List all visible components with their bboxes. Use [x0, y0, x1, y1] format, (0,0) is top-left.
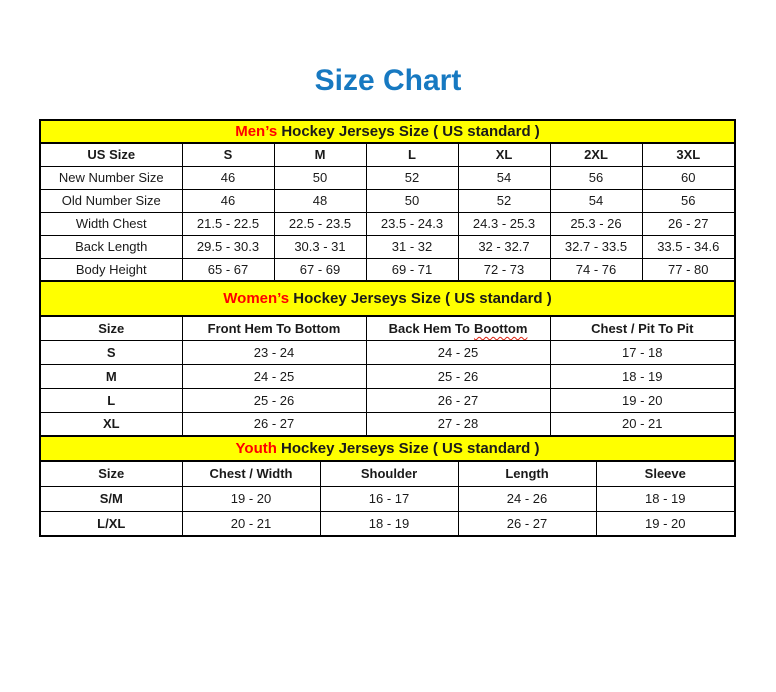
- header-cell: M: [274, 143, 366, 166]
- header-cell: Size: [40, 316, 182, 340]
- data-cell: 19 - 20: [550, 388, 735, 412]
- data-cell: 32 - 32.7: [458, 235, 550, 258]
- mens-section-heading: [40, 120, 735, 143]
- womens-section-band: [40, 281, 735, 316]
- data-cell: 56: [550, 166, 642, 189]
- data-cell: 24 - 25: [366, 340, 550, 364]
- data-cell: 60: [642, 166, 735, 189]
- table-row: [40, 212, 735, 235]
- header-cell: Length: [458, 461, 596, 486]
- youth-section-heading: [40, 436, 735, 461]
- row-label: XL: [40, 412, 182, 436]
- row-label: Body Height: [40, 258, 182, 281]
- data-cell: 48: [274, 189, 366, 212]
- mens-heading-highlight: Men’s: [235, 123, 278, 140]
- data-cell: 26 - 27: [642, 212, 735, 235]
- table-row: [40, 166, 735, 189]
- womens-heading-highlight: Women’s: [223, 290, 290, 307]
- youth-section-band: [40, 436, 735, 461]
- mens-section-band: [40, 120, 735, 143]
- data-cell: 52: [458, 189, 550, 212]
- data-cell: 19 - 20: [596, 511, 735, 536]
- data-cell: 77 - 80: [642, 258, 735, 281]
- womens-heading-rest: Hockey Jerseys Size ( US standard ): [289, 290, 552, 307]
- data-cell: 25 - 26: [366, 364, 550, 388]
- data-cell: 17 - 18: [550, 340, 735, 364]
- data-cell: 56: [642, 189, 735, 212]
- womens-header-row: [40, 316, 735, 340]
- header-cell: L: [366, 143, 458, 166]
- data-cell: 23 - 24: [182, 340, 366, 364]
- mens-header-row: [40, 143, 735, 166]
- womens-size-table: [39, 280, 736, 437]
- data-cell: 24.3 - 25.3: [458, 212, 550, 235]
- table-row: [40, 189, 735, 212]
- data-cell: 69 - 71: [366, 258, 458, 281]
- youth-heading-highlight: Youth: [235, 440, 277, 457]
- data-cell: 25.3 - 26: [550, 212, 642, 235]
- misspelled-word: Boottom: [473, 320, 528, 336]
- data-cell: 26 - 27: [458, 511, 596, 536]
- data-cell: 65 - 67: [182, 258, 274, 281]
- data-cell: 27 - 28: [366, 412, 550, 436]
- data-cell: 23.5 - 24.3: [366, 212, 458, 235]
- data-cell: 26 - 27: [366, 388, 550, 412]
- row-label: Old Number Size: [40, 189, 182, 212]
- data-cell: 52: [366, 166, 458, 189]
- data-cell: 30.3 - 31: [274, 235, 366, 258]
- data-cell: 46: [182, 189, 274, 212]
- data-cell: 67 - 69: [274, 258, 366, 281]
- table-row: [40, 340, 735, 364]
- header-cell: 3XL: [642, 143, 735, 166]
- header-cell: US Size: [40, 143, 182, 166]
- header-cell: S: [182, 143, 274, 166]
- table-row: [40, 388, 735, 412]
- header-cell: Size: [40, 461, 182, 486]
- data-cell: 18 - 19: [320, 511, 458, 536]
- row-label: S: [40, 340, 182, 364]
- back-hem-label: Back Hem To: [388, 320, 470, 336]
- table-row: [40, 412, 735, 436]
- data-cell: 50: [366, 189, 458, 212]
- data-cell: 50: [274, 166, 366, 189]
- header-cell: Chest / Width: [182, 461, 320, 486]
- table-row: [40, 364, 735, 388]
- data-cell: 19 - 20: [182, 486, 320, 511]
- row-label: M: [40, 364, 182, 388]
- data-cell: 33.5 - 34.6: [642, 235, 735, 258]
- data-cell: 54: [458, 166, 550, 189]
- data-cell: 54: [550, 189, 642, 212]
- size-chart: [39, 119, 734, 537]
- youth-header-row: [40, 461, 735, 486]
- data-cell: 32.7 - 33.5: [550, 235, 642, 258]
- data-cell: 18 - 19: [550, 364, 735, 388]
- data-cell: 24 - 25: [182, 364, 366, 388]
- row-label: L: [40, 388, 182, 412]
- header-cell: Sleeve: [596, 461, 735, 486]
- mens-size-table: [39, 119, 736, 282]
- header-cell: [366, 316, 550, 340]
- header-cell: Front Hem To Bottom: [182, 316, 366, 340]
- mens-heading-rest: Hockey Jerseys Size ( US standard ): [277, 123, 540, 140]
- data-cell: 20 - 21: [182, 511, 320, 536]
- row-label: L/XL: [40, 511, 182, 536]
- row-label: Width Chest: [40, 212, 182, 235]
- data-cell: 74 - 76: [550, 258, 642, 281]
- row-label: Back Length: [40, 235, 182, 258]
- header-cell: Chest / Pit To Pit: [550, 316, 735, 340]
- page-title: Size Chart: [314, 64, 462, 97]
- data-cell: 24 - 26: [458, 486, 596, 511]
- data-cell: 46: [182, 166, 274, 189]
- womens-section-heading: [40, 281, 735, 316]
- youth-size-table: [39, 435, 736, 537]
- table-row: [40, 258, 735, 281]
- data-cell: 21.5 - 22.5: [182, 212, 274, 235]
- data-cell: 18 - 19: [596, 486, 735, 511]
- table-row: [40, 486, 735, 511]
- row-label: New Number Size: [40, 166, 182, 189]
- data-cell: 20 - 21: [550, 412, 735, 436]
- table-row: [40, 511, 735, 536]
- data-cell: 22.5 - 23.5: [274, 212, 366, 235]
- data-cell: 16 - 17: [320, 486, 458, 511]
- row-label: S/M: [40, 486, 182, 511]
- data-cell: 31 - 32: [366, 235, 458, 258]
- data-cell: 26 - 27: [182, 412, 366, 436]
- data-cell: 29.5 - 30.3: [182, 235, 274, 258]
- youth-heading-rest: Hockey Jerseys Size ( US standard ): [276, 440, 540, 457]
- header-cell: XL: [458, 143, 550, 166]
- table-row: [40, 235, 735, 258]
- data-cell: 25 - 26: [182, 388, 366, 412]
- data-cell: 72 - 73: [458, 258, 550, 281]
- header-cell: 2XL: [550, 143, 642, 166]
- header-cell: Shoulder: [320, 461, 458, 486]
